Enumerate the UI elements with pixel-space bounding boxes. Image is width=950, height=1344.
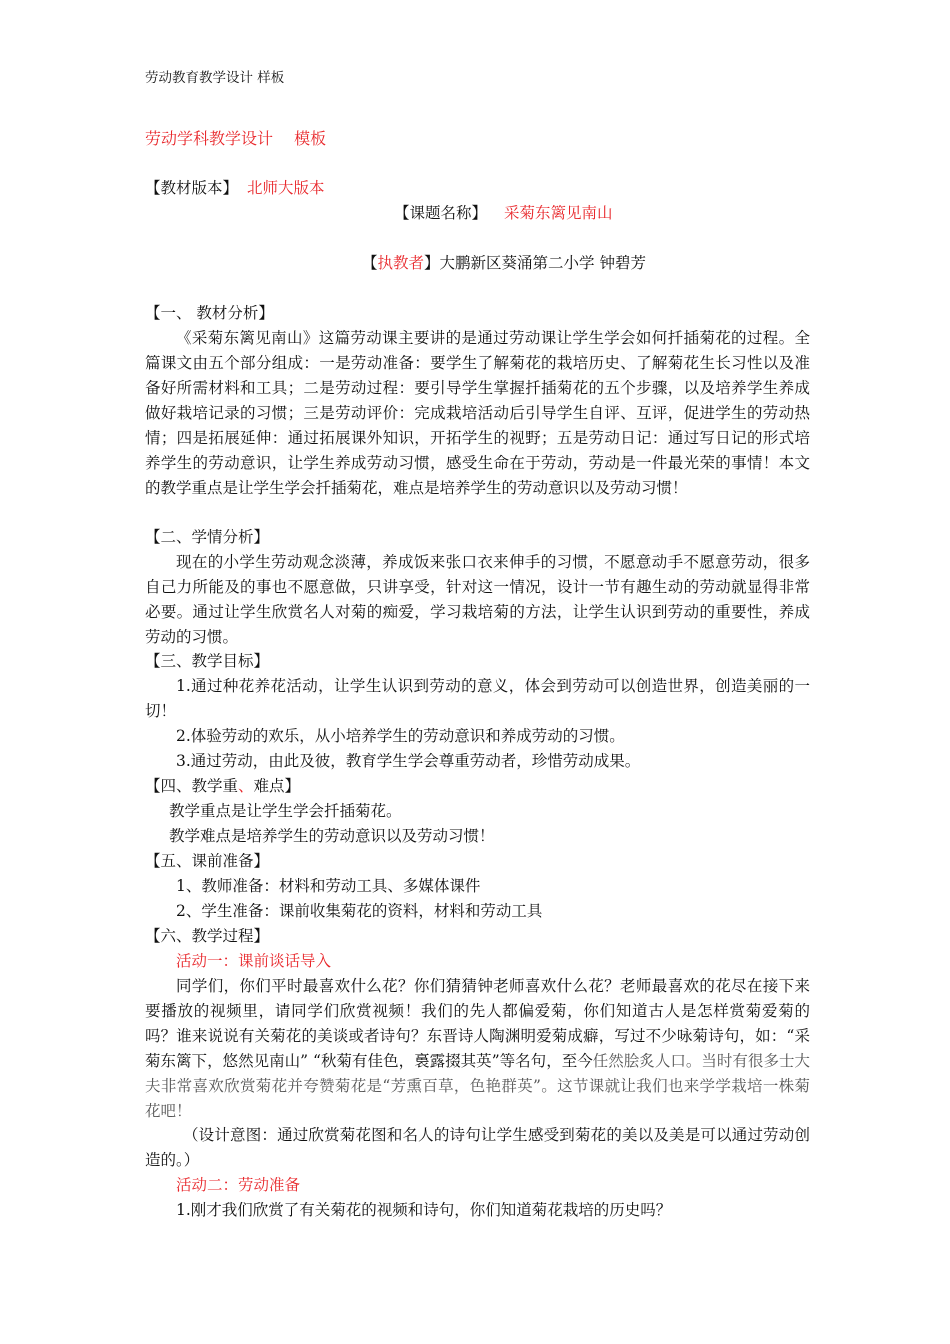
section-4-heading-separator: 、 [238,777,254,795]
activity-1-body-part-b: 任然脍炙人口。当时有很多士大夫非常喜欢欣赏菊花并夸赞菊花是“芳熏百草，色艳群英”。这节课就让我们也来学学栽培一株菊花吧！ [145,1052,810,1120]
document-title: 劳动学科教学设计 模板 [145,129,327,148]
section-2-body: 现在的小学生劳动观念淡薄，养成饭来张口衣来伸手的习惯，不愿意动手不愿意劳动，很多自己力所能及的事也不愿意做，只讲享受，针对这一情况，设计一节有趣生动的劳动就显得非常必要。通过让学生欣赏名人对菊的痴爱，学习栽培菊的方法，让学生认识到劳动的重要性，养成劳动的习惯。 [145,553,810,646]
activity-1-title: 活动一：课前谈话导入 [176,952,332,970]
section-6-heading: 【六、教学过程】 [145,927,270,945]
activity-1-design-intent: （设计意图：通过欣赏菊花图和名人的诗句让学生感受到菊花的美以及美是可以通过劳动创造的。） [145,1126,810,1169]
activity-2-title: 活动二：劳动准备 [176,1176,301,1194]
teacher-row [362,251,646,276]
teacher-bracket-close: 】 [424,254,440,272]
page-header: 劳动教育教学设计 样板 [145,70,285,86]
lesson-value: 采菊东篱见南山 [503,204,613,222]
section-5-student-prep: 2、学生准备：课前收集菊花的资料，材料和劳动工具 [176,902,543,920]
section-3-goal-3: 3.通过劳动，由此及彼，教育学生学会尊重劳动者，珍惜劳动成果。 [176,752,641,770]
section-4-heading-part-b: 难点】 [253,777,301,795]
section-4-heading-part-a: 【四、教学重 [145,777,239,795]
edition-row [145,176,324,201]
activity-1-body [145,974,810,1124]
teacher-label: 执教者 [377,254,425,272]
edition-value: 北师大版本 [246,179,325,197]
edition-label: 【教材版本】 [145,179,239,197]
section-1-body: 《采菊东篱见南山》这篇劳动课主要讲的是通过劳动课让学生学会如何扦插菊花的过程。全篇课文由五个部分组成：一是劳动准备：要学生了解菊花的栽培历史、了解菊花生长习性以及准备好所需材料和工具；二是劳动过程：要引导学生掌握扦插菊花的五个步骤，以及培养学生养成做好栽培记录的习惯；三是劳动评价：完成栽培活动后引导学生自评、互评，促进学生的劳动热情；四是拓展延伸：通过拓展课外知识，开拓学生的视野；五是劳动日记：通过写日记的形式培养学生的劳动意识，让学生养成劳动习惯，感受生命在于劳动，劳动是一件最光荣的事情！本文的教学重点是让学生学会扦插菊花，难点是培养学生的劳动意识以及劳动习惯！ [145,329,810,497]
teacher-bracket-open: 【 [362,254,378,272]
section-3-goal-1: 1.通过种花养花活动，让学生认识到劳动的意义，体会到劳动可以创造世界，创造美丽的一切！ [145,677,810,720]
activity-2-question-1: 1.刚才我们欣赏了有关菊花的视频和诗句，你们知道菊花栽培的历史吗？ [176,1201,672,1219]
section-5-heading: 【五、课前准备】 [145,852,270,870]
section-1-heading: 【一、 教材分析】 [145,304,274,322]
section-4-key-point: 教学重点是让学生学会扦插菊花。 [169,802,402,820]
lesson-row [394,201,612,226]
section-4-difficulty: 教学难点是培养学生的劳动意识以及劳动习惯！ [169,827,495,845]
section-4-heading [145,774,300,799]
section-2-heading: 【二、学情分析】 [145,528,270,546]
section-5-teacher-prep: 1、教师准备：材料和劳动工具、多媒体课件 [176,877,481,895]
section-3-heading: 【三、教学目标】 [145,652,270,670]
lesson-label: 【课题名称】 [394,204,488,222]
section-3-goal-2: 2.体验劳动的欢乐，从小培养学生的劳动意识和养成劳动的习惯。 [176,727,625,745]
teacher-value: 大鹏新区葵涌第二小学 钟碧芳 [439,254,646,272]
activity-1-body-part-a: 同学们，你们平时最喜欢什么花？你们猜猜钟老师喜欢什么花？老师最喜欢的花尽在接下来要播放的视频里，请同学们欣赏视频！我们的先人都偏爱菊，你们知道古人是怎样赏菊爱菊的吗？谁来说说有关菊花的美谈或者诗句？东晋诗人陶渊明爱菊成癖，写过不少咏菊诗句，如：“采菊东篱下，悠然见南山” “秋菊有佳色，裛露掇其英”等名句，至今 [145,977,810,1070]
